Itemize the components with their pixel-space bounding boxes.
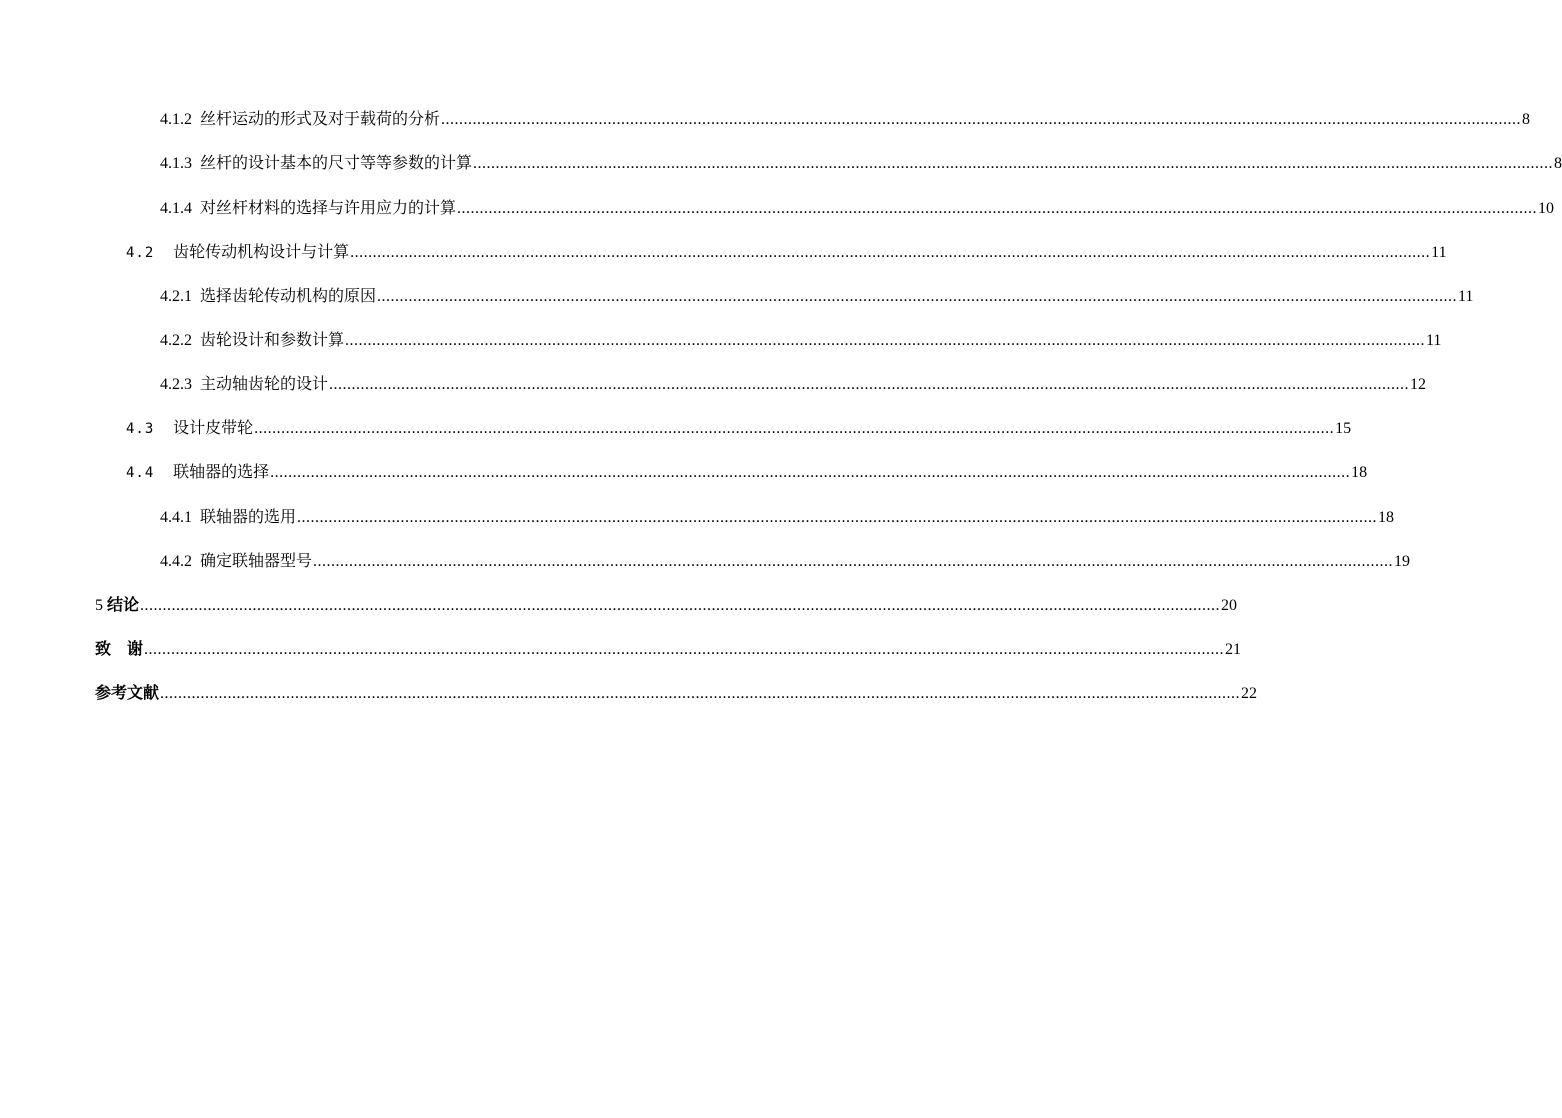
toc-entry-number: 4.4 bbox=[126, 465, 155, 481]
toc-leader-dots bbox=[350, 243, 1430, 263]
toc-entry-title: 选择齿轮传动机构的原因 bbox=[200, 288, 377, 305]
toc-entry-4-4 bbox=[0, 457, 1368, 483]
toc-entry-page: 20 bbox=[1221, 597, 1238, 614]
toc-leader-dots bbox=[270, 463, 1350, 483]
toc-leader-dots bbox=[254, 419, 1334, 439]
toc-entry-page: 12 bbox=[1410, 376, 1427, 393]
toc-entry-title: 对丝杆材料的选择与许用应力的计算 bbox=[200, 200, 457, 217]
toc-entry-4-1-2 bbox=[0, 104, 1531, 130]
toc-entry-title: 丝杆运动的形式及对于载荷的分析 bbox=[200, 111, 441, 128]
toc-leader-dots bbox=[160, 684, 1240, 704]
toc-entry-acknowledgements bbox=[0, 634, 1242, 660]
toc-entry-title: 主动轴齿轮的设计 bbox=[200, 376, 329, 393]
toc-entry-title: 联轴器的选择 bbox=[173, 464, 270, 481]
toc-entry-page: 10 bbox=[1538, 200, 1555, 217]
toc-entry-number: 5 bbox=[95, 597, 103, 614]
toc-leader-dots bbox=[329, 375, 1409, 395]
toc-entry-4-3 bbox=[0, 413, 1352, 439]
toc-entry-title: 参考文献 bbox=[95, 685, 160, 702]
toc-entry-number: 4.4.2 bbox=[160, 553, 192, 570]
toc-entry-number: 4.4.1 bbox=[160, 509, 192, 526]
toc-leader-dots bbox=[297, 508, 1377, 528]
toc-leader-dots bbox=[345, 331, 1425, 351]
toc-entry-4-1-3 bbox=[0, 148, 1562, 174]
toc-entry-page: 22 bbox=[1241, 685, 1258, 702]
toc-entry-title: 设计皮带轮 bbox=[173, 420, 254, 437]
toc-entry-number: 4.2 bbox=[126, 245, 155, 261]
toc-entry-page: 19 bbox=[1394, 553, 1411, 570]
toc-leader-dots bbox=[441, 110, 1521, 130]
toc-entry-references bbox=[0, 678, 1258, 704]
toc-entry-page: 18 bbox=[1378, 509, 1395, 526]
toc-leader-dots bbox=[140, 596, 1220, 616]
toc-entry-4-2 bbox=[0, 237, 1447, 263]
toc-entry-4-2-1 bbox=[0, 281, 1474, 307]
toc-entry-title: 确定联轴器型号 bbox=[200, 553, 313, 570]
toc-leader-dots bbox=[313, 552, 1393, 572]
toc-leader-dots bbox=[473, 154, 1553, 174]
toc-entry-page: 15 bbox=[1335, 420, 1352, 437]
toc-entry-5 bbox=[0, 590, 1238, 616]
toc-entry-title: 齿轮设计和参数计算 bbox=[200, 332, 345, 349]
toc-entry-title: 致 谢 bbox=[95, 641, 144, 658]
toc-entry-4-4-2 bbox=[0, 546, 1411, 572]
toc-entry-page: 21 bbox=[1225, 641, 1242, 658]
toc-entry-page: 18 bbox=[1351, 464, 1368, 481]
toc-entry-page: 11 bbox=[1426, 332, 1442, 349]
toc-entry-number: 4.1.3 bbox=[160, 155, 192, 172]
toc-entry-title: 联轴器的选用 bbox=[200, 509, 297, 526]
toc-leader-dots bbox=[377, 287, 1457, 307]
toc-entry-page: 8 bbox=[1522, 111, 1531, 128]
toc-entry-number: 4.2.3 bbox=[160, 376, 192, 393]
toc-leader-dots bbox=[457, 199, 1537, 219]
toc-entry-4-1-4 bbox=[0, 193, 1555, 219]
toc-entry-page: 11 bbox=[1431, 244, 1447, 261]
toc-entry-number: 4.1.4 bbox=[160, 200, 192, 217]
toc-entry-4-2-2 bbox=[0, 325, 1442, 351]
toc-entry-4-4-1 bbox=[0, 502, 1395, 528]
toc-entry-title: 丝杆的设计基本的尺寸等等参数的计算 bbox=[200, 155, 473, 172]
toc-entry-number: 4.1.2 bbox=[160, 111, 192, 128]
toc-entry-number: 4.2.1 bbox=[160, 288, 192, 305]
toc-entry-number: 4.3 bbox=[126, 421, 155, 437]
toc-entry-4-2-3 bbox=[0, 369, 1427, 395]
toc-entry-title: 齿轮传动机构设计与计算 bbox=[173, 244, 350, 261]
toc-entry-page: 8 bbox=[1554, 155, 1562, 172]
toc-leader-dots bbox=[144, 640, 1224, 660]
toc-entry-page: 11 bbox=[1458, 288, 1474, 305]
toc-entry-title: 结论 bbox=[107, 597, 140, 614]
toc-entry-number: 4.2.2 bbox=[160, 332, 192, 349]
